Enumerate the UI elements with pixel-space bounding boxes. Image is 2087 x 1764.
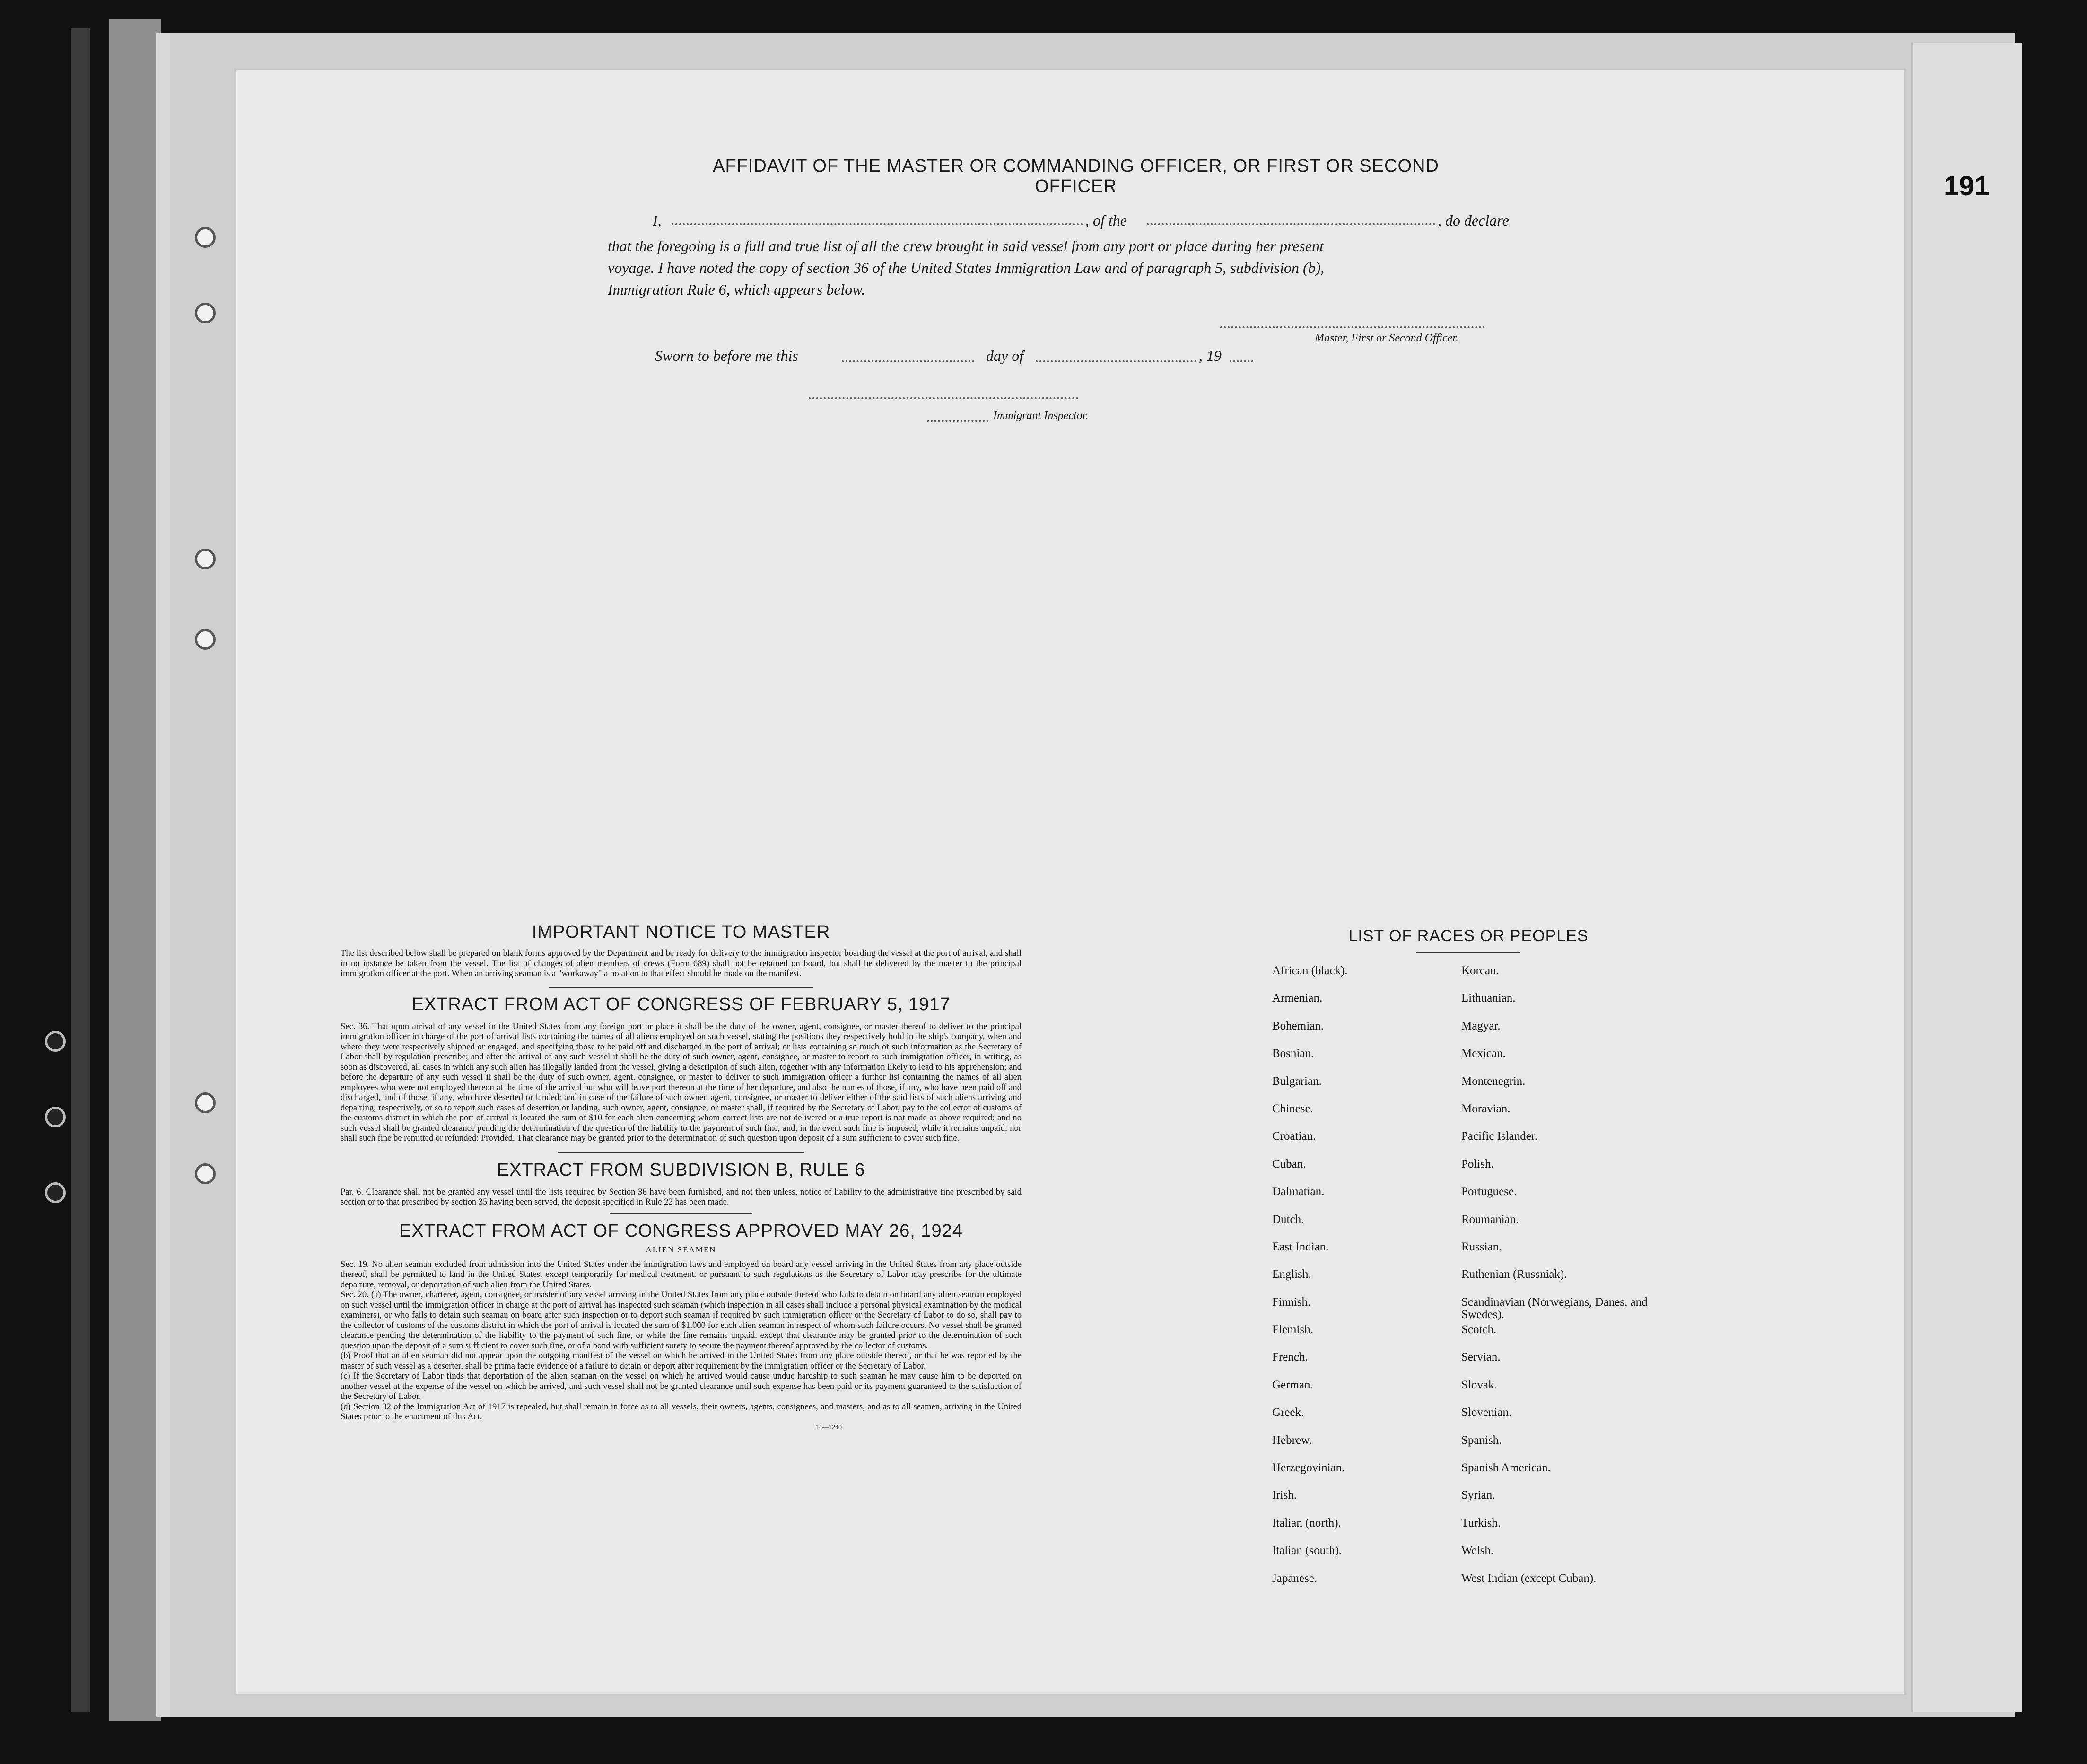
divider [549, 987, 813, 988]
master-signature-blank[interactable] [1220, 326, 1485, 328]
extract1-title: EXTRACT FROM ACT OF CONGRESS OF FEBRUARY 5, 1917 [411, 994, 951, 1014]
race-entry: Dalmatian. [1272, 1185, 1325, 1198]
race-entry: Cuban. [1272, 1157, 1306, 1170]
race-entry: Montenegrin. [1461, 1074, 1526, 1088]
punch-hole [45, 1107, 66, 1127]
race-entry: Finnish. [1272, 1295, 1311, 1309]
extract3-paragraph: Sec. 20. (a) The owner, charterer, agent, consignee, or master of any vessel arriving in the United States from any place outside thereof who fails to detain on board any alien seaman employed on such vessel until the immigration officer in charge at the port of arrival has inspected such seaman (which inspection in all cases shall include a personal physical examination by the medical examiners), or who fails to detain such seaman on board after such inspection or to deport such seaman if required by such immigration officer or the Secretary of Labor to do so, shall pay to the collector of customs of the customs district in which the port of arrival is located the sum of $1,000 for each alien seaman in respect of whom such failure occurs. No vessel shall be granted clearance pending the determination of the liability to the payment of such fine, or while the fine remains unpaid, except that clearance may be granted prior to the determination of such question upon the deposit of a sum sufficient to cover such fine, or of a bond with sufficient surety to secure the payment thereof approved by the collector of customs. [341, 1290, 1022, 1351]
sworn-month-blank[interactable] [1036, 360, 1196, 362]
punch-hole [195, 303, 216, 323]
extract2-text: Par. 6. Clearance shall not be granted any vessel until the lists required by Section 36 have been furnished, and not then unless, notice of liability to the administrative fine prescribed by said section or to that prescribed by section 35 having been served, the deposit specified in Rule 22 has been made. [341, 1187, 1022, 1207]
punch-hole [195, 629, 216, 650]
declaration-do-declare: , do declare [1438, 212, 1509, 229]
race-entry: Slovenian. [1461, 1406, 1512, 1419]
punch-hole [195, 1092, 216, 1113]
race-entry: Servian. [1461, 1351, 1501, 1364]
race-entry: Lithuanian. [1461, 992, 1516, 1005]
day-of-text: day of [986, 347, 1024, 364]
race-entry: Armenian. [1272, 992, 1323, 1005]
punch-hole [195, 1163, 216, 1184]
race-entry: Syrian. [1461, 1489, 1495, 1502]
punch-hole [45, 1031, 66, 1052]
race-entry: Scandinavian (Norwegians, Danes, and Swedes). [1461, 1295, 1648, 1321]
year-text: , 19 [1199, 347, 1222, 364]
notice-title: IMPORTANT NOTICE TO MASTER [532, 922, 830, 942]
race-entry: Magyar. [1461, 1019, 1501, 1032]
master-signature-label: Master, First or Second Officer. [1315, 332, 1458, 344]
declaration-of-the: , of the [1085, 212, 1127, 229]
extract2-title: EXTRACT FROM SUBDIVISION B, RULE 6 [497, 1160, 865, 1180]
declaration-line-2: that the foregoing is a full and true list of all the crew brought in said vessel from any port or place during her present [608, 237, 1324, 254]
race-entry: Roumanian. [1461, 1213, 1519, 1226]
race-entry: Japanese. [1272, 1572, 1318, 1585]
divider [558, 1152, 804, 1153]
races-section [1272, 927, 1665, 1600]
race-entry: Croatian. [1272, 1130, 1316, 1143]
race-entry: Herzegovinian. [1272, 1461, 1345, 1475]
races-title: LIST OF RACES OR PEOPLES [1348, 927, 1589, 945]
extract3-paragraph: (c) If the Secretary of Labor finds that deportation of the alien seaman on the vessel on which he arrived would cause undue hardship to such seaman he may cause him to be deported on another vessel at the expense of the vessel on which he arrived, and such vessel shall not be granted clearance until such expense has been paid or its payment guaranteed to the satisfaction of the Secretary of Labor. [341, 1371, 1022, 1401]
punch-hole [195, 549, 216, 569]
race-entry: Polish. [1461, 1157, 1494, 1170]
declaration-line-3: voyage. I have noted the copy of section 36 of the United States Immigration Law and of paragraph 5, subdivision (b), [608, 259, 1325, 276]
form-number: 14—1240 [815, 1423, 842, 1431]
sworn-day-blank[interactable] [842, 360, 974, 362]
race-entry: Russian. [1461, 1240, 1502, 1253]
race-entry: Ruthenian (Russniak). [1461, 1268, 1567, 1281]
race-entry: Spanish American. [1461, 1461, 1551, 1475]
affidavit-title: AFFIDAVIT OF THE MASTER OR COMMANDING OFFICER, OR FIRST OR SECOND OFFICER [713, 156, 1439, 196]
inspector-label: Immigrant Inspector. [993, 410, 1089, 422]
name-blank[interactable] [672, 223, 1083, 225]
declaration-line-4: Immigration Rule 6, which appears below. [608, 281, 865, 298]
extract3-paragraph: Sec. 19. No alien seaman excluded from admission into the United States under the immigration laws and employed on board any vessel arriving in the United States from any place outside thereof, shall be permitted to land in the United States, except temporarily for medical treatment, or pursuant to such regulations as the Secretary of Labor may prescribe for the ultimate departure, removal, or deportation of such alien from the United States. [341, 1259, 1022, 1290]
sworn-text: Sworn to before me this [655, 347, 798, 364]
binder-edge-mid [109, 19, 161, 1721]
race-entry: German. [1272, 1378, 1313, 1391]
race-entry: Turkish. [1461, 1516, 1501, 1529]
race-entry: Flemish. [1272, 1323, 1313, 1336]
binder-edge-dark [71, 28, 90, 1712]
race-entry: Chinese. [1272, 1102, 1313, 1115]
race-entry: Bohemian. [1272, 1019, 1324, 1032]
punch-hole [45, 1182, 66, 1203]
race-entry: Irish. [1272, 1489, 1297, 1502]
race-entry: Slovak. [1461, 1378, 1497, 1391]
race-entry: Hebrew. [1272, 1433, 1312, 1447]
race-entry: Italian (north). [1272, 1516, 1341, 1529]
page-number: 191 [1944, 171, 1990, 201]
race-entry: Spanish. [1461, 1433, 1502, 1447]
extract1-text: Sec. 36. That upon arrival of any vessel in the United States from any foreign port or place it shall be the duty of the owner, agent, consignee, or master thereof to deliver to the principal immigration officer in charge of the port of arrival lists containing the names of all aliens employed on such vessel, stating the positions they respectively hold in the ship's company, when and where they were respectively shipped or engaged, and specifying those to be paid off and discharged in the port of arrival; or lists containing so much of such information as the Secretary of Labor shall by regulation prescribe; and after the arrival of any such vessel it shall be the duty of such owner, agent, consignee, or master to report to such immigration officer, in writing, as soon as discovered, all cases in which any such alien has illegally landed from the vessel, giving a description of such alien, together with any information likely to lead to his apprehension; and before the departure of any such vessel it shall be the duty of such owner, agent, consignee, or master to deliver to such immigration officer a further list containing the names of all alien employees who were not employed thereon at the time of the arrival but who will leave port thereon at the time of her departure, and also the names of those, if any, who have been paid off and discharged, and of those, if any, who have deserted or landed; and in case of the failure of such owner, agent, consignee, or master to deliver either of the said lists of such aliens arriving and departing, respectively, or so to report such cases of desertion or landing, such owner, agent, consignee, or master shall, if required by the Secretary of Labor, pay to the collector of customs of the customs district in which the port of arrival is located the sum of $10 for each alien concerning whom correct lists are not delivered or a true report is not made as above required; and no such vessel shall be granted clearance pending the determination of the question of the liability to the payment of such fine, and, in the event such fine is imposed, while it remains unpaid; nor shall such fine be remitted or refunded: Provided, That clearance may be granted prior to the determination of such question upon deposit of a sum sufficient to cover such fine. [341, 1021, 1022, 1143]
race-entry: Pacific Islander. [1461, 1130, 1538, 1143]
punch-hole [195, 227, 216, 248]
notice-text: The list described below shall be prepared on blank forms approved by the Department and be ready for delivery to the immigration inspector boarding the vessel at the port of arrival, and shall in no instance be taken from the vessel. The list of changes of alien members of crews (Form 689) shall not be retained on board, but shall be delivered by the master to the principal immigration officer at the port. When an arriving seaman is a "workaway" a notation to that effect should be made on the manifest. [341, 948, 1022, 978]
race-entry: Mexican. [1461, 1047, 1506, 1060]
race-entry: Portuguese. [1461, 1185, 1517, 1198]
race-entry: African (black). [1272, 964, 1348, 977]
vessel-blank[interactable] [1147, 223, 1435, 225]
race-entry: Welsh. [1461, 1544, 1494, 1557]
notice-section [341, 922, 1022, 1432]
extract3-paragraph: (b) Proof that an alien seaman did not appear upon the outgoing manifest of the vessel on which he arrived in the United States from any place outside thereof, or that he was reported by the master of such vessel as a deserter, shall be prima facie evidence of a failure to detain or deport after requirement by the immigration officer or the Secretary of Labor. [341, 1351, 1022, 1371]
race-entry: West Indian (except Cuban). [1461, 1572, 1597, 1585]
race-entry: Bulgarian. [1272, 1074, 1322, 1088]
race-entry: Moravian. [1461, 1102, 1511, 1115]
race-entry: Greek. [1272, 1406, 1304, 1419]
extract3-title: EXTRACT FROM ACT OF CONGRESS APPROVED MAY 26, 1924 [399, 1221, 963, 1241]
extract3-paragraph: (d) Section 32 of the Immigration Act of 1917 is repealed, but shall remain in force as to all vessels, their owners, agents, consignees, and masters, and as to all seamen, arriving in the United States prior to the enactment of this Act. [341, 1401, 1022, 1422]
declaration-i: I, [653, 212, 662, 229]
races-left-column [1272, 965, 1461, 1600]
inspector-signature-blank[interactable] [809, 397, 1078, 399]
race-entry: Dutch. [1272, 1213, 1304, 1226]
inspector-signature-blank-2[interactable] [927, 420, 988, 422]
underlying-sheet-right-margin [1911, 43, 2022, 1712]
race-entry: East Indian. [1272, 1240, 1329, 1253]
race-entry: French. [1272, 1351, 1308, 1364]
race-entry: Bosnian. [1272, 1047, 1314, 1060]
extract3-subtitle: ALIEN SEAMEN [646, 1245, 716, 1254]
race-entry: English. [1272, 1268, 1311, 1281]
races-right-column [1461, 965, 1650, 1600]
race-entry: Korean. [1461, 964, 1499, 977]
sworn-year-blank[interactable] [1230, 360, 1253, 362]
divider [1416, 952, 1520, 953]
race-entry: Scotch. [1461, 1323, 1497, 1336]
race-entry: Italian (south). [1272, 1544, 1342, 1557]
divider [610, 1213, 752, 1214]
